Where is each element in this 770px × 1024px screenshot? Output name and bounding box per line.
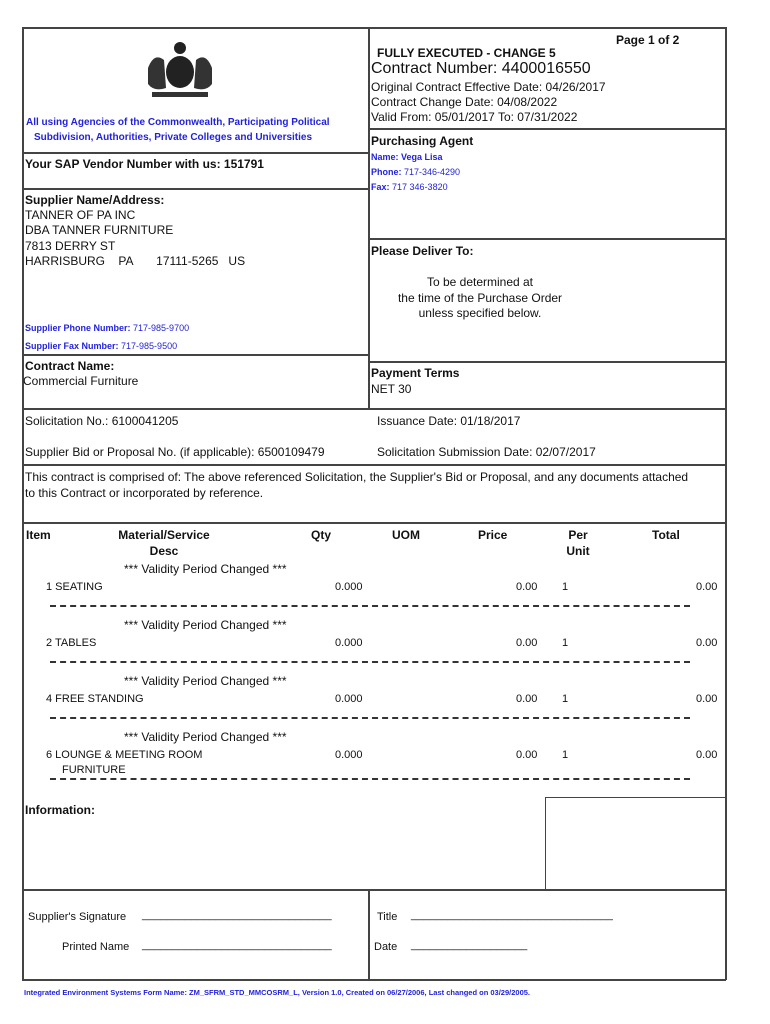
divider [22, 522, 726, 524]
divider [545, 797, 726, 798]
divider [368, 238, 726, 240]
footer-form-name: Integrated Environment Systems Form Name: ZM_SFRM_STD_MMCOSRM_L, Version 1.0, Created on 06/27/2006, Last changed on 03/29/2005. [24, 988, 530, 997]
item-price: 0.00 [516, 581, 538, 593]
item-price: 0.00 [516, 693, 538, 705]
date-field[interactable]: ___________________ [411, 939, 528, 951]
payment-label: Payment Terms [371, 366, 460, 380]
original-date: Original Contract Effective Date: 04/26/2017 [371, 80, 606, 94]
item-description: 6 LOUNGE & MEETING ROOM [46, 749, 203, 761]
supplier-line: HARRISBURG PA 17111-5265 US [25, 254, 246, 268]
col-item: Item [26, 528, 51, 542]
contract-name: Commercial Furniture [23, 374, 139, 388]
payment-terms: NET 30 [371, 382, 412, 396]
comprised-text: This contract is comprised of: The above referenced Solicitation, the Supplier's Bid or Proposal, and any documents attached [25, 470, 689, 484]
submission-date: Solicitation Submission Date: 02/07/2017 [377, 445, 596, 459]
validity-note: *** Validity Period Changed *** [124, 730, 287, 744]
col-uom: UOM [392, 528, 420, 542]
validity-note: *** Validity Period Changed *** [124, 562, 287, 576]
supplier-line: DBA TANNER FURNITURE [25, 223, 174, 237]
item-qty: 0.000 [335, 693, 363, 705]
printed-name-label: Printed Name [62, 941, 130, 953]
divider [22, 152, 369, 154]
supplier-line: TANNER OF PA INC [25, 208, 136, 222]
row-separator [50, 717, 690, 719]
agent-phone-label: Phone: [371, 167, 402, 177]
fax-label: Supplier Fax Number: [25, 341, 119, 351]
divider [22, 188, 369, 190]
item-description: 4 FREE STANDING [46, 693, 144, 705]
divider [22, 408, 726, 410]
row-separator [50, 605, 690, 607]
comprised-text: to this Contract or incorporated by reference. [25, 486, 264, 500]
title-field[interactable]: _________________________________ [411, 909, 613, 921]
item-qty: 0.000 [335, 637, 363, 649]
divider [22, 354, 369, 356]
bid-no: Supplier Bid or Proposal No. (if applicable): 6500109479 [25, 445, 325, 459]
col-price: Price [478, 528, 508, 542]
supplier-phone: 717-985-9700 [133, 323, 190, 333]
status: FULLY EXECUTED - CHANGE 5 [377, 46, 556, 60]
title-label: Title [377, 911, 398, 923]
page-number: Page 1 of 2 [616, 33, 680, 47]
border [22, 27, 24, 980]
border [22, 27, 726, 29]
supplier-fax: 717-985-9500 [121, 341, 178, 351]
valid-dates: Valid From: 05/01/2017 To: 07/31/2022 [371, 110, 578, 124]
validity-note: *** Validity Period Changed *** [124, 674, 287, 688]
col-total: Total [652, 528, 680, 542]
supplier-label: Supplier Name/Address: [25, 193, 165, 207]
item-price: 0.00 [516, 637, 538, 649]
issuance-date: Issuance Date: 01/18/2017 [377, 414, 521, 428]
col-per: Unit [566, 544, 590, 558]
agent-name: Name: Vega Lisa [371, 152, 443, 162]
divider [368, 128, 726, 130]
phone-label: Supplier Phone Number: [25, 323, 131, 333]
divider [22, 889, 726, 891]
col-desc: Material/Service [118, 528, 210, 542]
item-per-unit: 1 [562, 637, 569, 649]
contract-name-label: Contract Name: [25, 359, 115, 373]
agent-fax: 717 346-3820 [392, 182, 448, 192]
col-qty: Qty [311, 528, 332, 542]
deliver-line: the time of the Purchase Order [397, 290, 563, 305]
divider [368, 890, 370, 980]
item-per-unit: 1 [562, 693, 569, 705]
border [368, 27, 370, 408]
item-per-unit: 1 [562, 581, 569, 593]
row-separator [50, 778, 690, 780]
item-price: 0.00 [516, 749, 538, 761]
contract-number: Contract Number: 4400016550 [371, 60, 591, 77]
agencies-line: All using Agencies of the Commonwealth, Participating Political [26, 117, 330, 128]
divider [22, 464, 726, 466]
col-per: Per [568, 528, 588, 542]
information-label: Information: [25, 803, 95, 817]
border [725, 27, 727, 980]
agent-title: Purchasing Agent [371, 134, 474, 148]
item-total: 0.00 [696, 581, 718, 593]
supplier-line: 7813 DERRY ST [25, 239, 116, 253]
agent-phone: 717-346-4290 [404, 167, 461, 177]
divider [545, 797, 546, 890]
deliver-title: Please Deliver To: [371, 244, 474, 258]
agent-fax-label: Fax: [371, 182, 390, 192]
vendor-number: Your SAP Vendor Number with us: 151791 [25, 157, 264, 171]
state-seal-logo [140, 38, 220, 100]
divider [368, 361, 726, 363]
item-total: 0.00 [696, 637, 718, 649]
agencies-line: Subdivision, Authorities, Private Colleges and Universities [34, 132, 313, 143]
item-total: 0.00 [696, 693, 718, 705]
item-description: 2 TABLES [46, 637, 97, 649]
row-separator [50, 661, 690, 663]
signature-label: Supplier's Signature [28, 911, 127, 923]
item-description: 1 SEATING [46, 581, 103, 593]
item-qty: 0.000 [335, 749, 363, 761]
deliver-line: unless specified below. [418, 306, 542, 320]
signature-field[interactable]: _______________________________ [142, 909, 332, 921]
item-description: FURNITURE [62, 764, 126, 776]
divider [22, 979, 726, 981]
solicitation-no: Solicitation No.: 6100041205 [25, 414, 179, 428]
deliver-line: To be determined at [426, 275, 534, 289]
item-total: 0.00 [696, 749, 718, 761]
printed-name-field[interactable]: _______________________________ [142, 939, 332, 951]
col-desc: Desc [149, 544, 179, 558]
item-qty: 0.000 [335, 581, 363, 593]
validity-note: *** Validity Period Changed *** [124, 618, 287, 632]
change-date: Contract Change Date: 04/08/2022 [371, 95, 558, 109]
date-label: Date [374, 941, 398, 953]
item-per-unit: 1 [562, 749, 569, 761]
